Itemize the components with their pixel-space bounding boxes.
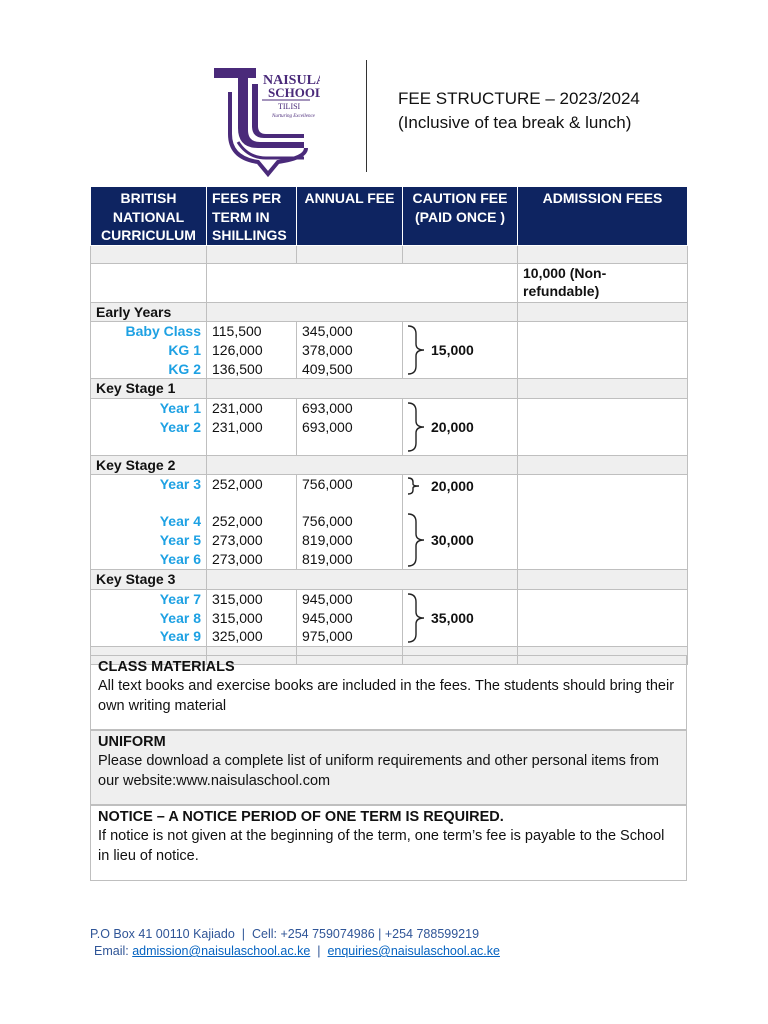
class-label: Year 2 (159, 418, 201, 435)
term-fee-value: 273,000 (212, 550, 263, 567)
enquiries-email-link[interactable]: enquiries@naisulaschool.ac.ke (327, 944, 500, 958)
term-fee-value: 273,000 (212, 531, 263, 548)
footer-contact: P.O Box 41 00110 Kajiado | Cell: +254 759074986 | +254 788599219 (90, 927, 480, 941)
table-spacer-row (91, 245, 688, 263)
curly-brace-icon (405, 476, 427, 496)
term-fee-value: 252,000 (212, 513, 263, 530)
annual-fee-value: 819,000 (302, 531, 353, 548)
annual-fee-value: 378,000 (302, 341, 353, 358)
notice-section (90, 805, 687, 881)
annual-fee-value: 945,000 (302, 609, 353, 626)
curly-brace-icon (405, 401, 427, 453)
term-fee-value: 115,500 (212, 323, 262, 339)
annual-fee-value: 975,000 (302, 628, 353, 645)
class-label: Baby Class (125, 323, 201, 339)
col-header-caution-fee: CAUTION FEE (PAID ONCE ) (403, 187, 518, 246)
class-materials-text: All text books and exercise books are included in the fees. The students should bring their own writing material (98, 678, 675, 714)
curly-brace-icon (405, 592, 427, 644)
class-label: KG 2 (168, 360, 201, 377)
caution-fee-value: 20,000 (431, 418, 474, 435)
stage-label-key-stage-2: Key Stage 2 (91, 455, 207, 475)
class-label: KG 1 (168, 341, 201, 358)
class-label: Year 8 (159, 609, 201, 626)
annual-fee-value: 819,000 (302, 550, 353, 567)
footer-email: Email: admission@naisulaschool.ac.ke | enquiries@naisulaschool.ac.ke (94, 944, 500, 958)
col-header-curriculum: BRITISH NATIONAL CURRICULUM (91, 187, 207, 246)
table-row (91, 322, 688, 379)
term-fee-value: 126,000 (212, 341, 263, 358)
class-label: Year 6 (159, 550, 201, 567)
logo-location: TILISI (278, 102, 301, 111)
page-subtitle: (Inclusive of tea break & lunch) (398, 113, 632, 132)
caution-fee-value: 20,000 (431, 478, 474, 495)
admission-email-link[interactable]: admission@naisulaschool.ac.ke (132, 944, 311, 958)
uniform-text: Please download a complete list of uniform requirements and other personal items from our website:www.naisulaschool.com (98, 753, 659, 789)
caution-fee-value: 30,000 (431, 532, 474, 549)
term-fee-value: 315,000 (212, 609, 263, 626)
admission-row (91, 263, 688, 302)
col-header-term-fee: FEES PER TERM IN SHILLINGS (207, 187, 297, 246)
fee-structure-table (90, 186, 688, 665)
stage-row (91, 455, 688, 475)
table-row (91, 398, 688, 455)
term-fee-value: 231,000 (212, 418, 263, 435)
footer-address: P.O Box 41 00110 Kajiado (90, 927, 235, 941)
uniform-heading: UNIFORM (98, 734, 166, 750)
footer-email-label: Email: (94, 944, 129, 958)
stage-row (91, 379, 688, 399)
notice-heading: NOTICE – A NOTICE PERIOD OF ONE TERM IS REQUIRED. (98, 809, 504, 825)
table-header-row (91, 187, 688, 246)
class-label: Year 1 (159, 399, 201, 416)
class-materials-heading: CLASS MATERIALS (98, 659, 235, 675)
class-label: Year 7 (159, 590, 201, 607)
stage-label-early-years: Early Years (91, 302, 207, 322)
school-logo (208, 62, 320, 180)
caution-fee-value: 35,000 (431, 609, 474, 626)
curly-brace-icon (405, 512, 427, 568)
footer-phone: Cell: +254 759074986 | +254 788599219 (251, 927, 480, 941)
col-header-annual-fee: ANNUAL FEE (297, 187, 403, 246)
annual-fee-value: 756,000 (302, 513, 353, 530)
stage-row (91, 570, 688, 590)
notice-text: If notice is not given at the beginning of the term, one term’s fee is payable to the School in lieu of notice. (98, 828, 665, 864)
term-fee-value: 252,000 (212, 476, 263, 493)
admission-fee-value: 10,000 (Non-refundable) (518, 263, 688, 302)
class-label: Year 4 (159, 513, 201, 530)
stage-row (91, 302, 688, 322)
uniform-section (90, 730, 687, 805)
annual-fee-value: 693,000 (302, 418, 353, 435)
annual-fee-value: 945,000 (302, 590, 353, 607)
stage-label-key-stage-3: Key Stage 3 (91, 570, 207, 590)
class-label: Year 3 (159, 476, 201, 493)
term-fee-value: 136,500 (212, 360, 263, 377)
term-fee-value: 315,000 (212, 590, 263, 607)
logo-motto: Nurturing Excellence (272, 114, 315, 119)
term-fee-value: 231,000 (212, 399, 263, 416)
header-divider (366, 60, 367, 172)
table-row (91, 475, 688, 570)
logo-name-line2: SCHOOL (268, 85, 320, 100)
annual-fee-value: 693,000 (302, 399, 353, 416)
table-row (91, 589, 688, 646)
col-header-admission-fee: ADMISSION FEES (518, 187, 688, 246)
term-fee-value: 325,000 (212, 628, 263, 645)
caution-fee-value: 15,000 (431, 341, 474, 358)
class-materials-section (90, 655, 687, 730)
page-title: FEE STRUCTURE – 2023/2024 (398, 89, 640, 108)
curly-brace-icon (405, 324, 427, 376)
logo-name-line1: NAISULA (263, 73, 320, 88)
annual-fee-value: 345,000 (302, 323, 353, 339)
annual-fee-value: 756,000 (302, 476, 353, 493)
class-label: Year 9 (159, 628, 201, 645)
annual-fee-value: 409,500 (302, 360, 353, 377)
class-label: Year 5 (159, 531, 201, 548)
stage-label-key-stage-1: Key Stage 1 (91, 379, 207, 399)
